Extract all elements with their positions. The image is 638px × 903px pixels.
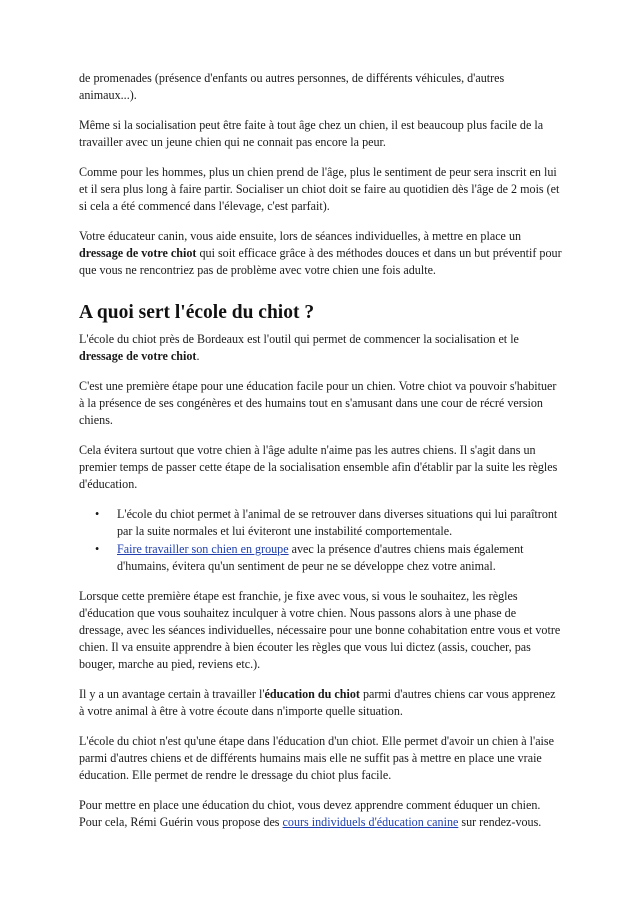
- paragraph-avantage: [79, 686, 563, 720]
- text-segment: Il y a un avantage certain à travailler l': [79, 687, 265, 701]
- paragraph-cours: [79, 797, 563, 831]
- paragraph-etape: L'école du chiot n'est qu'une étape dans l'éducation d'un chiot. Elle permet d'avoir un chien à l'aise parmi d'autres chiens et de différents humains mais elle ne suffit pas à mettre en place une vraie éducation. Elle permet de rendre le dressage du chiot plus facile.: [79, 734, 554, 782]
- bold-education-chiot: éducation du chiot: [264, 687, 360, 701]
- link-travail-groupe[interactable]: Faire travailler son chien en groupe: [117, 542, 289, 556]
- text-segment: Pour mettre en place une éducation du chiot, vous devez apprendre comment éduquer un chien. Pour cela, Rémi Guérin vous propose des: [79, 798, 541, 829]
- list-item-text: avec la présence d'autres chiens mais également d'humains, évitera qu'un sentiment de peur ne se développe chez votre animal.: [117, 542, 524, 573]
- bold-dressage: dressage de votre chiot: [79, 246, 197, 260]
- paragraph-educateur: [79, 228, 563, 279]
- bullet-icon: •: [95, 507, 100, 521]
- paragraph-peur: Comme pour les hommes, plus un chien prend de l'âge, plus le sentiment de peur sera inscrit en lui et il sera plus long à faire partir. Socialiser un chiot doit se faire au quotidien dès l'âge de 2 mois (et si cela a été commencé dans l'élevage, c'est parfait).: [79, 165, 560, 213]
- list-item-text: L'école du chiot permet à l'animal de se retrouver dans diverses situations qui lui paraîtront par la suite normales et lui éviteront une instabilité comportementale.: [117, 507, 558, 538]
- paragraph-premiere-etape: C'est une première étape pour une éducation facile pour un chien. Votre chiot va pouvoir s'habituer à la présence de ses congénères et des humains tout en s'amusant dans une cour de récré version chiens.: [79, 379, 557, 427]
- text-segment: parmi d'autres chiens car vous apprenez à votre animal à être à votre écoute dans n'importe quelle situation.: [79, 687, 556, 718]
- bullet-icon: •: [95, 542, 100, 556]
- paragraph-ecole-intro: [79, 331, 563, 365]
- text-segment: L'école du chiot près de Bordeaux est l'outil qui permet de commencer la socialisation et le: [79, 332, 519, 346]
- document-page: [79, 70, 563, 844]
- link-cours-individuels[interactable]: cours individuels d'éducation canine: [282, 815, 459, 829]
- bold-dressage: dressage de votre chiot: [79, 349, 197, 363]
- paragraph-socialisation-age: Même si la socialisation peut être faite à tout âge chez un chien, il est beaucoup plus facile de la travailler avec un jeune chien qui ne connait pas encore la peur.: [79, 118, 544, 149]
- paragraph-eviter: Cela évitera surtout que votre chien à l'âge adulte n'aime pas les autres chiens. Il s'agit dans un premier temps de passer cette étape de la socialisation ensemble afin d'établir par la suite les règles d'éducation.: [79, 443, 558, 491]
- bullet-list: [79, 506, 563, 575]
- text-segment: qui soit efficace grâce à des méthodes douces et dans un but préventif pour que vous ne rencontriez pas de problème avec votre chien une fois adulte.: [79, 246, 562, 277]
- text-segment: .: [196, 349, 200, 363]
- text-segment: sur rendez-vous.: [458, 815, 542, 829]
- paragraph-promenades: de promenades (présence d'enfants ou autres personnes, de différents véhicules, d'autres animaux...).: [79, 71, 505, 102]
- list-item: [95, 541, 563, 575]
- section-heading: A quoi sert l'école du chiot ?: [79, 302, 315, 323]
- list-item: [95, 506, 563, 540]
- paragraph-regles: Lorsque cette première étape est franchie, je fixe avec vous, si vous le souhaitez, les règles d'éducation que vous souhaitez inculquer à votre chien. Nous passons alors à une phase de dressage, avec les séances individuelles, nécessaire pour une bonne cohabitation entre vous et votre chien. Il va ensuite apprendre à bien écouter les règles que vous lui dictez (assis, coucher, pas bouger, marche au pied, reviens etc.).: [79, 589, 561, 671]
- text-segment: Votre éducateur canin, vous aide ensuite, lors de séances individuelles, à mettre en place un: [79, 229, 522, 243]
